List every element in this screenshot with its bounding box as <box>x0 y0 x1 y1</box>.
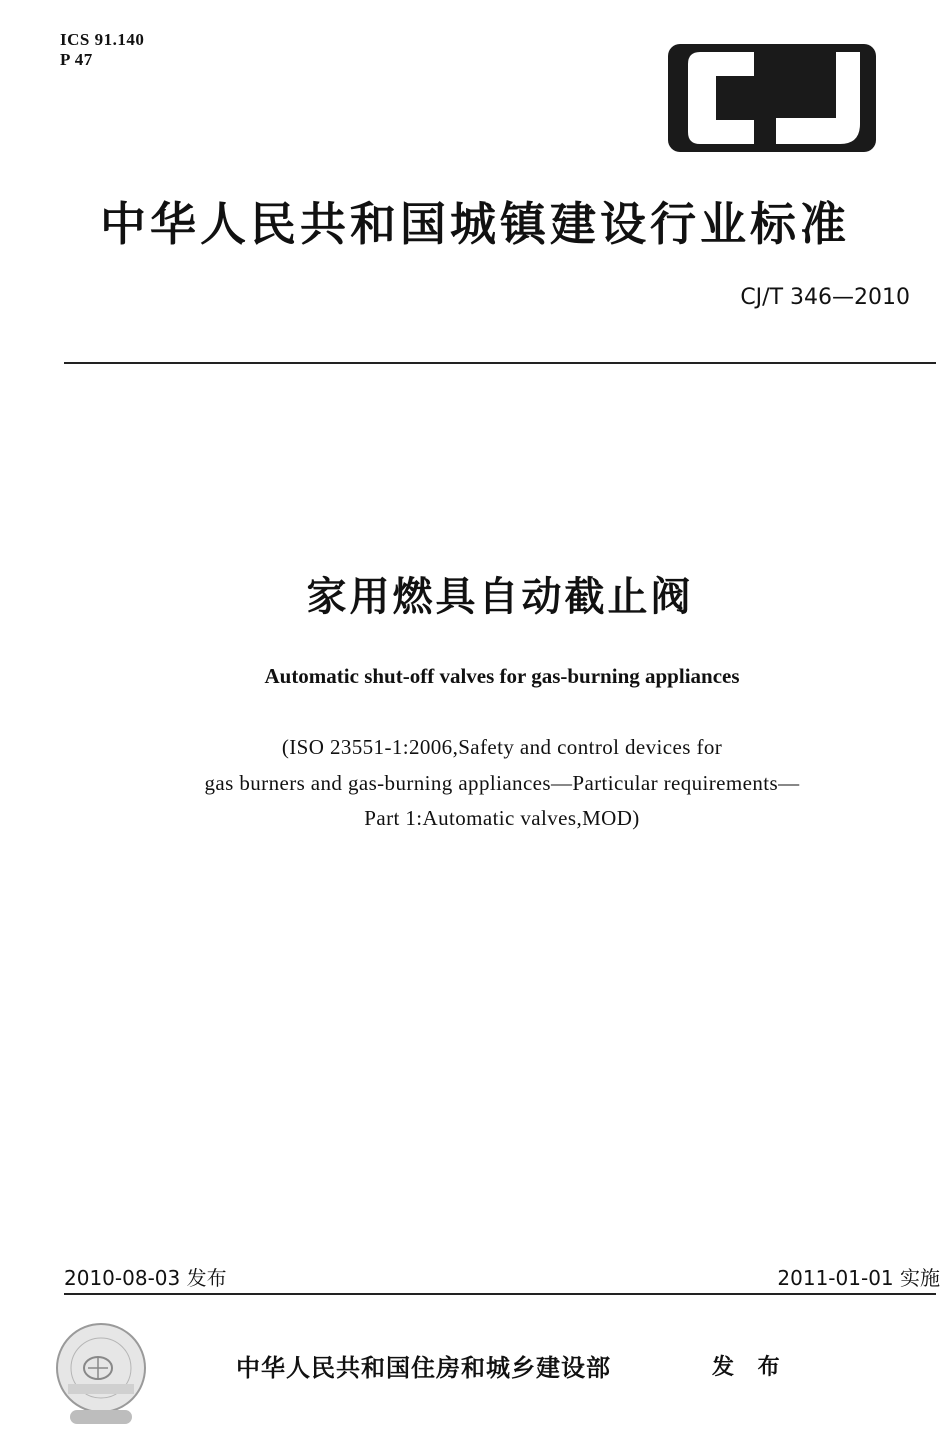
reference-line: gas burners and gas-burning appliances—Particular requirements— <box>204 771 800 795</box>
issue-date: 2010-08-03 发布 <box>64 1266 227 1290</box>
anti-counterfeit-seal <box>52 1318 150 1428</box>
ics-code: ICS 91.140 <box>60 30 145 49</box>
footer-divider <box>64 1293 936 1295</box>
standard-title: 中华人民共和国城镇建设行业标准 <box>100 197 850 251</box>
standard-number: CJ/T 346—2010 <box>740 285 910 310</box>
document-title-cn: 家用燃具自动截止阀 <box>306 574 694 620</box>
reference-line: Part 1:Automatic valves,MOD) <box>364 806 640 830</box>
category-code: P 47 <box>60 50 93 69</box>
ics-code-block <box>60 30 144 70</box>
cj-logo <box>668 44 876 152</box>
reference-line: (ISO 23551-1:2006,Safety and control devices for <box>281 735 723 759</box>
implementation-date: 2011-01-01 实施 <box>777 1266 940 1290</box>
publish-label: 发 布 <box>712 1355 788 1380</box>
logo-text: CJ <box>772 110 777 115</box>
publisher-name: 中华人民共和国住房和城乡建设部 <box>236 1354 611 1382</box>
document-title-en: Automatic shut-off valves for gas-burning appliances <box>264 664 740 688</box>
header-divider <box>64 362 936 364</box>
